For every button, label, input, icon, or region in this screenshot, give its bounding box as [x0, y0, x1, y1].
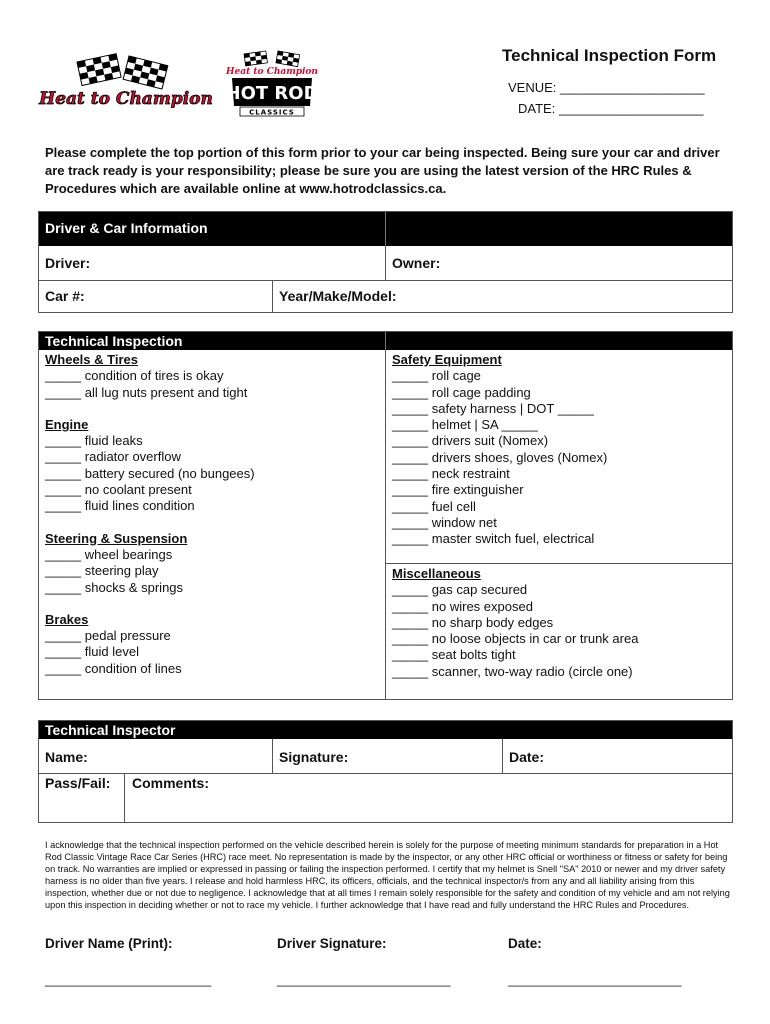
section-title: Wheels & Tires — [45, 352, 138, 367]
checklist-item[interactable]: _____ steering play — [45, 563, 159, 579]
form-title: Technical Inspection Form — [502, 46, 717, 65]
checklist-item[interactable]: _____ seat bolts tight — [392, 647, 516, 663]
checklist-item[interactable]: _____ roll cage — [392, 368, 481, 384]
driver-signature-line[interactable]: ________________________ — [277, 972, 451, 987]
technical-inspector-heading: Technical Inspector — [45, 722, 176, 738]
checklist-item[interactable]: _____ gas cap secured — [392, 582, 528, 598]
checklist-item[interactable]: _____ fuel cell — [392, 498, 476, 514]
hotrod-logo-sub-text: CLASSICS — [249, 108, 295, 117]
miscellaneous-section — [392, 566, 728, 680]
inspector-date-field[interactable]: Date: — [509, 749, 545, 765]
driver-car-table — [38, 211, 733, 313]
hotrod-logo-top-text: Heat to Champion — [226, 67, 318, 77]
checklist-item[interactable]: _____ fluid level — [45, 644, 139, 660]
owner-field[interactable]: Owner: — [392, 255, 441, 271]
heat-to-champion-logo — [39, 60, 213, 116]
technical-inspection-table — [38, 331, 733, 700]
checklist-item[interactable]: _____ battery secured (no bungees) — [45, 465, 255, 481]
hotrod-logo-main-text: HOT ROD — [225, 83, 319, 104]
technical-inspector-header-bar — [39, 721, 732, 739]
checklist-item[interactable]: _____ helmet | SA _____ — [392, 417, 538, 433]
checklist-item[interactable]: _____ fire extinguisher — [392, 482, 524, 498]
pass-fail-field[interactable]: Pass/Fail: — [45, 775, 111, 791]
signoff-date-line[interactable]: ________________________ — [508, 972, 682, 987]
checklist-item[interactable]: _____ no sharp body edges — [392, 614, 554, 630]
date-field[interactable]: DATE: ____________________ — [518, 101, 704, 116]
disclaimer-text: I acknowledge that the technical inspection performed on the vehicle described herein is solely for the purpose of meeting minimum standards for preparation in a Hot Rod Classic Vintage Race Car Series (HRC) race meet. No representation is made by the inspector, or any other HRC official or worthiness or fitness or safety for being on track. No warranties are implied or expressed in passing or failing the inspection performed. I certify that my helmet is Snell "SA" 2010 or newer and my driver safety harness is no older than five years. I release and hold harmless HRC, its officers, officials, and the technical inspector/s from any and all liability arising from this inspection, whether due or not due to negligence. I acknowledge that at all times I remain solely responsible for the safety and condition of my vehicle and am not relying upon this inspection in deciding whether or not to race my vehicle. I further acknowledge that I have read and fully understand the HRC Rules and Procedures. — [45, 840, 730, 910]
section-title: Safety Equipment — [392, 352, 502, 367]
year-make-model-field[interactable]: Year/Make/Model: — [279, 288, 397, 304]
signoff-date-label: Date: — [508, 936, 542, 951]
checklist-item[interactable]: _____ no loose objects in car or trunk area — [392, 631, 639, 647]
driver-name-print-label: Driver Name (Print): — [45, 936, 173, 951]
checklist-item[interactable]: _____ neck restraint — [392, 466, 510, 482]
section-title: Engine — [45, 416, 89, 432]
checklist-item[interactable]: _____ pedal pressure — [45, 628, 171, 644]
checklist-item[interactable]: _____ drivers suit (Nomex) — [392, 433, 549, 449]
checklist-item[interactable]: _____ condition of lines — [45, 660, 182, 676]
technical-inspection-header-bar — [39, 332, 732, 350]
section-title: Brakes — [45, 611, 89, 627]
checklist-item[interactable]: _____ scanner, two-way radio (circle one) — [392, 663, 633, 679]
checklist-item[interactable]: _____ all lug nuts present and tight — [45, 384, 248, 400]
checklist-item[interactable]: _____ no wires exposed — [392, 598, 533, 614]
checklist-item[interactable]: _____ drivers shoes, gloves (Nomex) — [392, 449, 608, 465]
checklist-item[interactable]: _____ no coolant present — [45, 482, 192, 498]
hot-rod-classics-logo — [226, 52, 318, 118]
driver-car-header-bar — [39, 212, 732, 246]
checklist-item[interactable]: _____ fluid lines condition — [45, 498, 195, 514]
technical-inspection-heading: Technical Inspection — [45, 333, 183, 349]
inspector-name-field[interactable]: Name: — [45, 749, 88, 765]
wheels-tires-section — [45, 352, 381, 401]
engine-section — [45, 417, 381, 515]
safety-equipment-section — [392, 352, 728, 548]
car-number-field[interactable]: Car #: — [45, 288, 85, 304]
checklist-item[interactable]: _____ fluid leaks — [45, 433, 143, 449]
left-checklist-column — [45, 352, 381, 677]
inspector-signature-field[interactable]: Signature: — [279, 749, 349, 765]
heat-logo-text: Heat to Champion — [39, 89, 213, 109]
comments-field[interactable]: Comments: — [132, 775, 210, 791]
section-title: Steering & Suspension — [45, 530, 188, 546]
steering-suspension-section — [45, 531, 381, 596]
checklist-item[interactable]: _____ safety harness | DOT _____ — [392, 400, 594, 416]
checklist-item[interactable]: _____ condition of tires is okay — [45, 368, 224, 384]
checklist-item[interactable]: _____ shocks & springs — [45, 579, 184, 595]
checklist-item[interactable]: _____ master switch fuel, electrical — [392, 531, 595, 547]
checklist-item[interactable]: _____ window net — [392, 514, 497, 530]
section-title: Miscellaneous — [392, 566, 481, 581]
brakes-section — [45, 612, 381, 677]
driver-signature-label: Driver Signature: — [277, 936, 387, 951]
checklist-item[interactable]: _____ radiator overflow — [45, 449, 181, 465]
intro-paragraph: Please complete the top portion of this form prior to your car being inspected. Being sure your car and driver are track ready is your responsibility; please be sure you are using the latest version of the HRC Rules & Procedures which are available online at www.hotrodclassics.ca. — [45, 145, 720, 196]
driver-field[interactable]: Driver: — [45, 255, 91, 271]
checklist-item[interactable]: _____ wheel bearings — [45, 546, 173, 562]
checklist-item[interactable]: _____ roll cage padding — [392, 384, 531, 400]
technical-inspector-table — [38, 720, 733, 823]
driver-car-heading: Driver & Car Information — [45, 220, 208, 236]
driver-name-print-line[interactable]: _______________________ — [45, 972, 212, 987]
venue-field[interactable]: VENUE: ____________________ — [508, 80, 705, 95]
